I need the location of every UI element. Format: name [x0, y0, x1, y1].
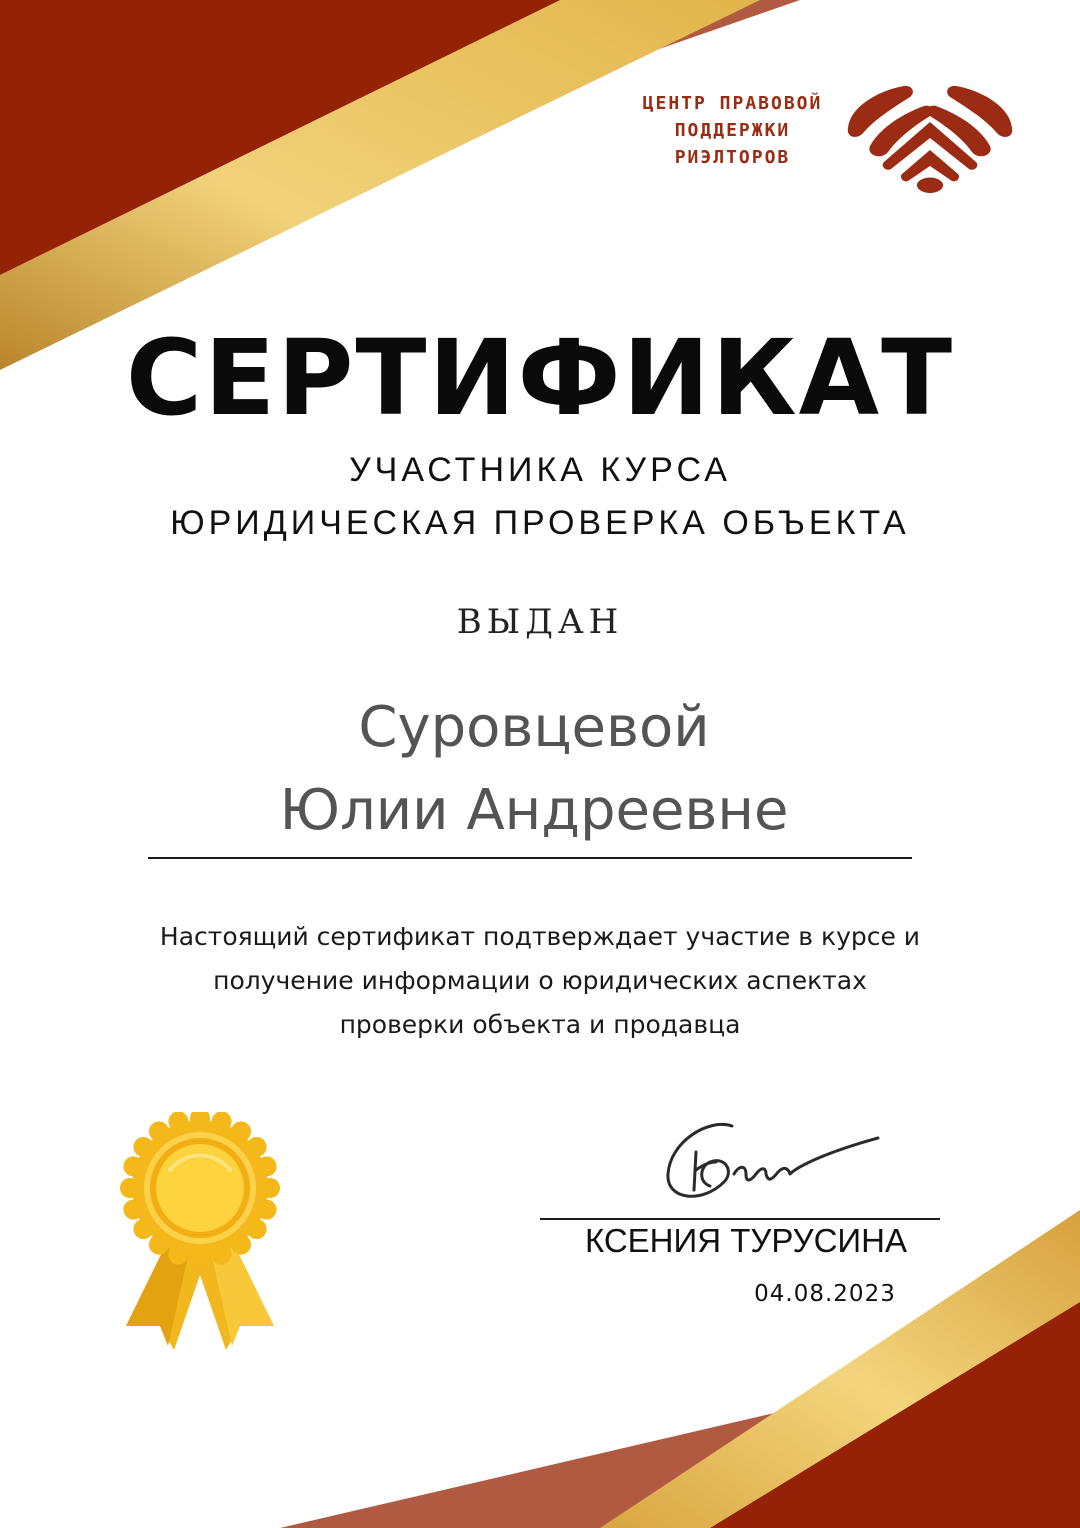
- certificate-subtitle-line2: ЮРИДИЧЕСКАЯ ПРОВЕРКА ОБЪЕКТА: [170, 504, 910, 542]
- organization-name-line2: ПОДДЕРЖКИ: [674, 120, 791, 141]
- issue-date: 04.08.2023: [754, 1281, 896, 1307]
- organization-logo: [600, 76, 1030, 196]
- organization-name-line3: РИЭЛТОРОВ: [674, 147, 791, 168]
- handwritten-signature: [650, 1112, 890, 1212]
- issued-label: ВЫДАН: [456, 602, 624, 642]
- recipient-surname: Суровцевой: [358, 695, 710, 760]
- award-rosette-icon: [110, 1112, 290, 1362]
- organization-name-line1: ЦЕНТР ПРАВОВОЙ: [642, 93, 823, 114]
- description-line1: Настоящий сертификат подтверждает участие в курсе и: [159, 922, 921, 951]
- recipient-underline: [148, 857, 912, 859]
- certificate-subtitle-line1: УЧАСТНИКА КУРСА: [349, 451, 731, 489]
- certificate-title: СЕРТИФИКАТ: [125, 317, 955, 439]
- recipient-given-names: Юлии Андреевне: [279, 778, 789, 843]
- signatory-name: КСЕНИЯ ТУРУСИНА: [584, 1222, 907, 1259]
- description-line2: получение информации о юридических аспектах: [213, 966, 867, 995]
- certificate-description: [120, 915, 960, 1047]
- hands-roof-logo-icon: [840, 76, 1020, 196]
- description-line3: проверки объекта и продавца: [339, 1010, 741, 1039]
- organization-name: [600, 90, 865, 171]
